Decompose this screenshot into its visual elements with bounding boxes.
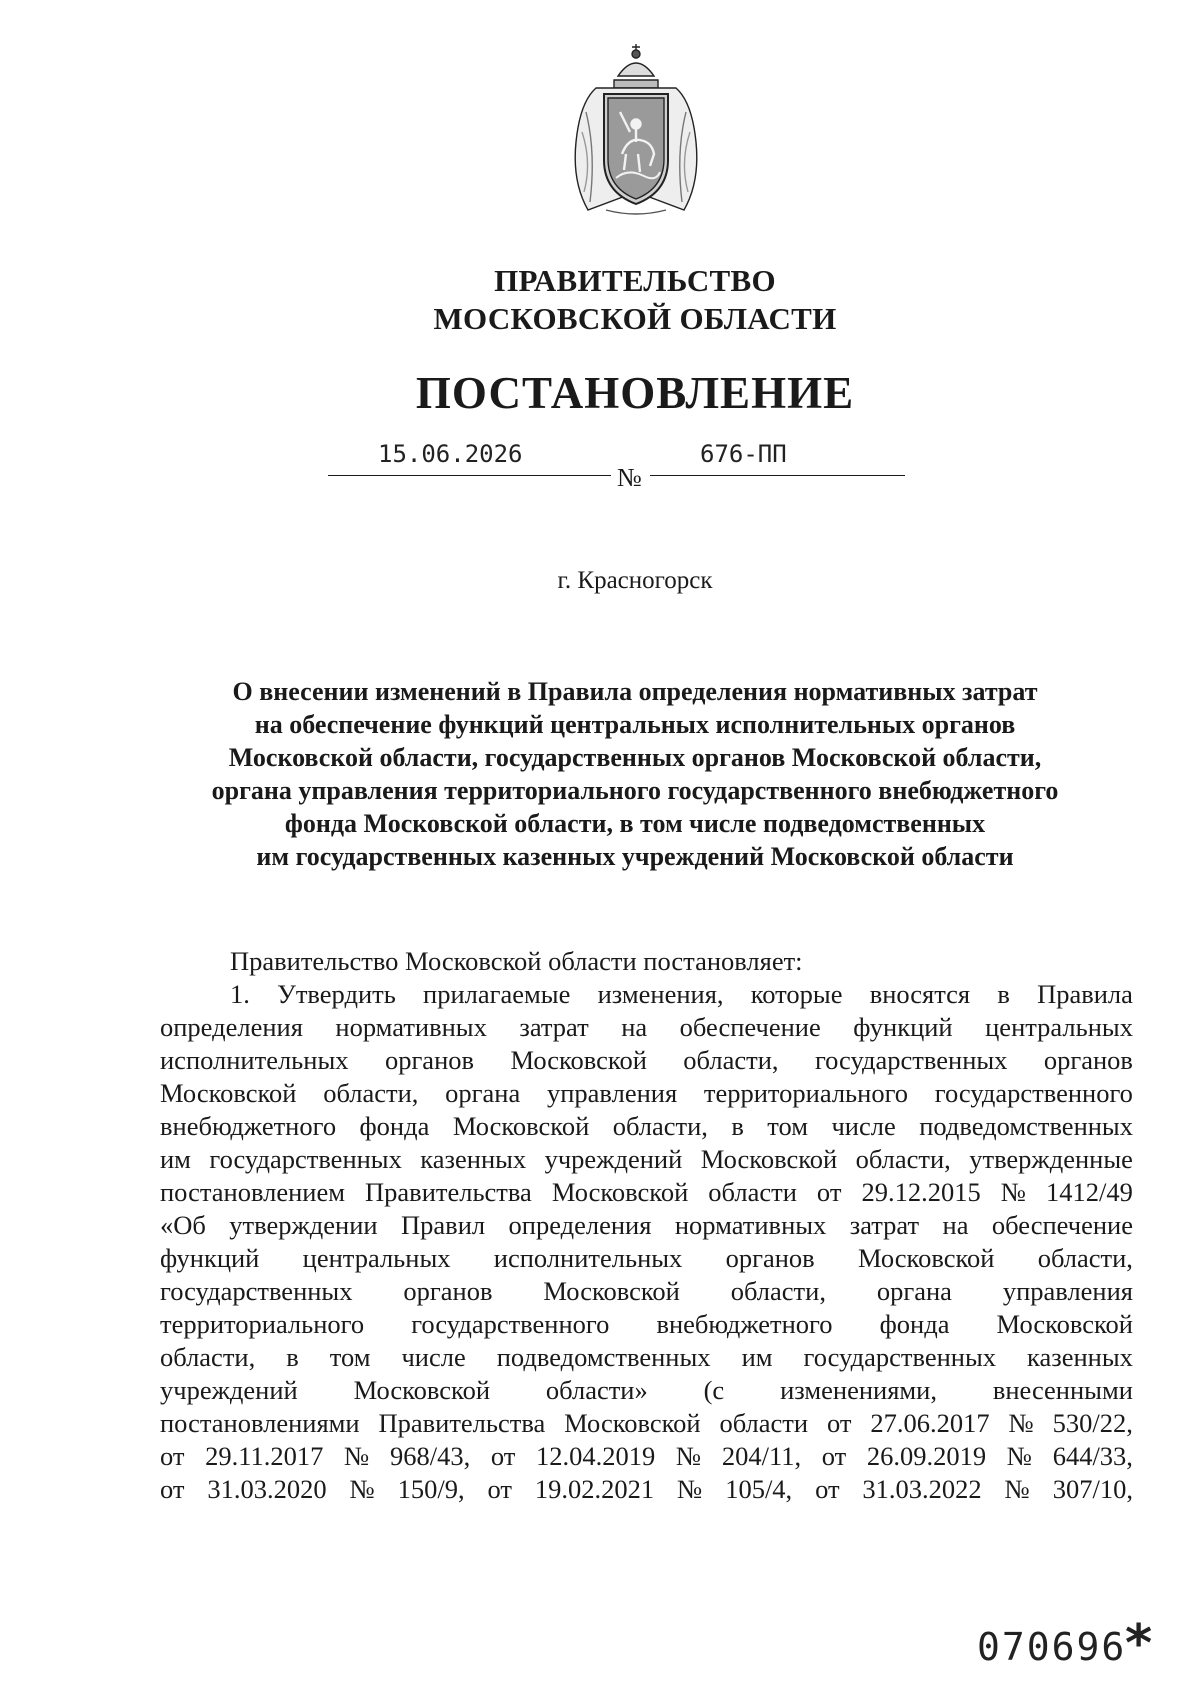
- word: №: [1000, 1177, 1027, 1207]
- word: №: [1006, 1441, 1033, 1471]
- word: от: [160, 1474, 185, 1504]
- word: области: [719, 1408, 809, 1438]
- word: казенных: [420, 1144, 527, 1174]
- body-line: [160, 1473, 1133, 1506]
- word: изменения,: [597, 979, 724, 1009]
- moscow-oblast-coat-of-arms-icon: [566, 42, 706, 218]
- word: от: [160, 1441, 185, 1471]
- word: области: [708, 1177, 797, 1207]
- word: 29.11.2017: [205, 1441, 324, 1471]
- number-underline: [650, 475, 905, 476]
- word: 530/22,: [1052, 1408, 1133, 1438]
- word: управления: [1002, 1276, 1133, 1306]
- word: Московской: [700, 1144, 838, 1174]
- word: Московской: [160, 1078, 297, 1108]
- word: в: [286, 1342, 299, 1372]
- word: функций: [160, 1243, 260, 1273]
- body-line: [160, 1011, 1133, 1044]
- word: затрат: [519, 1012, 589, 1042]
- word: территориального: [160, 1309, 365, 1339]
- word: области,: [730, 1276, 826, 1306]
- word: 12.04.2019: [536, 1441, 656, 1471]
- body-line: [160, 1407, 1133, 1440]
- word: государственных: [803, 1342, 997, 1372]
- document-body: [160, 945, 1133, 1506]
- issuing-authority: [0, 262, 1200, 338]
- word: области,: [160, 1342, 256, 1372]
- body-line: [160, 1176, 1133, 1209]
- word: им: [741, 1342, 773, 1372]
- word: определения: [508, 1210, 652, 1240]
- word: 1.: [230, 979, 250, 1009]
- word: исполнительных: [493, 1243, 683, 1273]
- word: 29.12.2015: [861, 1177, 981, 1207]
- word: от: [821, 1441, 847, 1471]
- word: фонда: [879, 1309, 950, 1339]
- word: числе: [401, 1342, 466, 1372]
- word: от: [815, 1474, 840, 1504]
- word: подведомственных: [919, 1111, 1133, 1141]
- word: №: [1004, 1474, 1030, 1504]
- word: обеспечение: [679, 1012, 821, 1042]
- word: постановлением: [160, 1177, 345, 1207]
- word: государственного: [934, 1078, 1133, 1108]
- word: в: [997, 979, 1010, 1009]
- word: внесенными: [992, 1375, 1133, 1405]
- word: внебюджетного: [656, 1309, 833, 1339]
- word: от: [487, 1474, 513, 1504]
- word: государственного: [411, 1309, 610, 1339]
- word: центральных: [985, 1012, 1133, 1042]
- word: 31.03.2022: [862, 1474, 982, 1504]
- word: 150/9,: [397, 1474, 465, 1504]
- word: обеспечение: [991, 1210, 1133, 1240]
- word: №: [1008, 1408, 1034, 1438]
- word: 204/11,: [721, 1441, 802, 1471]
- word: «Об: [160, 1210, 206, 1240]
- word: Московской: [996, 1309, 1133, 1339]
- word: Правительства: [378, 1408, 546, 1438]
- word: Правительства: [365, 1177, 532, 1207]
- word: №: [349, 1474, 375, 1504]
- word: органа: [876, 1276, 952, 1306]
- word: области,: [855, 1144, 951, 1174]
- word: (с: [703, 1375, 725, 1405]
- word: 307/10,: [1052, 1474, 1133, 1504]
- word: в: [731, 1111, 744, 1141]
- word: Правил: [401, 1210, 486, 1240]
- word: органов: [403, 1276, 493, 1306]
- word: на: [942, 1210, 969, 1240]
- body-line: [160, 1440, 1133, 1473]
- body-line: [160, 1143, 1133, 1176]
- word: нормативных: [674, 1210, 827, 1240]
- title-line: органа управления территориального государственного внебюджетного: [211, 776, 1059, 805]
- word: органов: [1043, 1045, 1133, 1075]
- serial-number: 070696: [977, 1625, 1127, 1669]
- word: нормативных: [335, 1012, 487, 1042]
- date-underline: [328, 475, 611, 476]
- word: области,: [1037, 1243, 1133, 1273]
- title-line: им государственных казенных учреждений Московской области: [256, 842, 1014, 871]
- word: №: [675, 1441, 702, 1471]
- word: которые: [750, 979, 843, 1009]
- word: территориального: [703, 1078, 909, 1108]
- body-line: [160, 1077, 1133, 1110]
- word: затрат: [849, 1210, 920, 1240]
- word: подведомственных: [496, 1342, 711, 1372]
- word: №: [677, 1474, 703, 1504]
- document-date: 15.06.2026: [378, 440, 523, 468]
- authority-line-1: ПРАВИТЕЛЬСТВО: [494, 263, 776, 298]
- title-line: фонда Московской области, в том числе подведомственных: [284, 809, 986, 838]
- authority-line-2: МОСКОВСКОЙ ОБЛАСТИ: [433, 301, 837, 336]
- word: от: [826, 1408, 852, 1438]
- word: прилагаемые: [423, 979, 571, 1009]
- word: Московской: [353, 1375, 491, 1405]
- word: области»: [545, 1375, 648, 1405]
- word: учреждений: [544, 1144, 683, 1174]
- body-line: [160, 1275, 1133, 1308]
- word: утверждении: [229, 1210, 378, 1240]
- body-line: [160, 1044, 1133, 1077]
- word: том: [767, 1111, 809, 1141]
- word: Московской: [510, 1045, 647, 1075]
- body-line: [160, 1242, 1133, 1275]
- document-type: ПОСТАНОВЛЕНИЕ: [415, 368, 855, 418]
- body-line: [160, 1209, 1133, 1242]
- word: казенных: [1027, 1342, 1133, 1372]
- word: Московской: [551, 1177, 689, 1207]
- number-sign: №: [617, 463, 642, 492]
- word: числе: [831, 1111, 896, 1141]
- word: от: [816, 1177, 842, 1207]
- city: г. Красногорск: [557, 567, 713, 594]
- word: государственных: [814, 1045, 1008, 1075]
- word: №: [344, 1441, 370, 1471]
- word: области,: [612, 1111, 708, 1141]
- word: исполнительных: [160, 1045, 349, 1075]
- word: на: [621, 1012, 648, 1042]
- body-line: [160, 1341, 1133, 1374]
- word: 105/4,: [725, 1474, 793, 1504]
- preamble: Правительство Московской области постановляет:: [230, 946, 803, 976]
- word: учреждений: [160, 1375, 298, 1405]
- title-line: Московской области, государственных органов Московской области,: [228, 743, 1042, 772]
- body-line: [160, 978, 1133, 1011]
- document-title: [150, 675, 1120, 873]
- word: 1412/49: [1046, 1177, 1133, 1207]
- word: Московской: [543, 1276, 680, 1306]
- word: определения: [160, 1012, 303, 1042]
- word: области,: [683, 1045, 779, 1075]
- title-line: О внесении изменений в Правила определения нормативных затрат: [232, 677, 1038, 706]
- body-line: [160, 1308, 1133, 1341]
- body-line: [160, 1374, 1133, 1407]
- word: Московской: [857, 1243, 995, 1273]
- word: утвержденные: [969, 1144, 1133, 1174]
- word: области,: [323, 1078, 419, 1108]
- word: государственных: [209, 1144, 402, 1174]
- body-line: [160, 1110, 1133, 1143]
- word: 19.02.2021: [534, 1474, 655, 1504]
- word: 26.09.2019: [866, 1441, 987, 1471]
- word: органа: [445, 1078, 521, 1108]
- word: Московской: [564, 1408, 701, 1438]
- word: 968/43,: [389, 1441, 471, 1471]
- word: им: [160, 1144, 191, 1174]
- word: Московской: [452, 1111, 590, 1141]
- word: том: [329, 1342, 371, 1372]
- word: внебюджетного: [160, 1111, 337, 1141]
- word: фонда: [359, 1111, 430, 1141]
- word: от: [490, 1441, 516, 1471]
- word: 31.03.2020: [207, 1474, 327, 1504]
- word: постановлениями: [160, 1408, 360, 1438]
- word: изменениями,: [780, 1375, 937, 1405]
- word: Правила: [1037, 979, 1133, 1009]
- word: центральных: [302, 1243, 451, 1273]
- word: управления: [546, 1078, 678, 1108]
- word: органов: [384, 1045, 475, 1075]
- word: 644/33,: [1052, 1441, 1133, 1471]
- word: органов: [725, 1243, 815, 1273]
- word: вносятся: [869, 979, 971, 1009]
- asterisk-mark: *: [1125, 1614, 1153, 1674]
- title-line: на обеспечение функций центральных исполнительных органов: [254, 710, 1016, 739]
- word: Утвердить: [277, 979, 396, 1009]
- word: государственных: [160, 1276, 353, 1306]
- word: функций: [853, 1012, 953, 1042]
- document-number: 676-ПП: [700, 440, 787, 468]
- word: 27.06.2017: [870, 1408, 990, 1438]
